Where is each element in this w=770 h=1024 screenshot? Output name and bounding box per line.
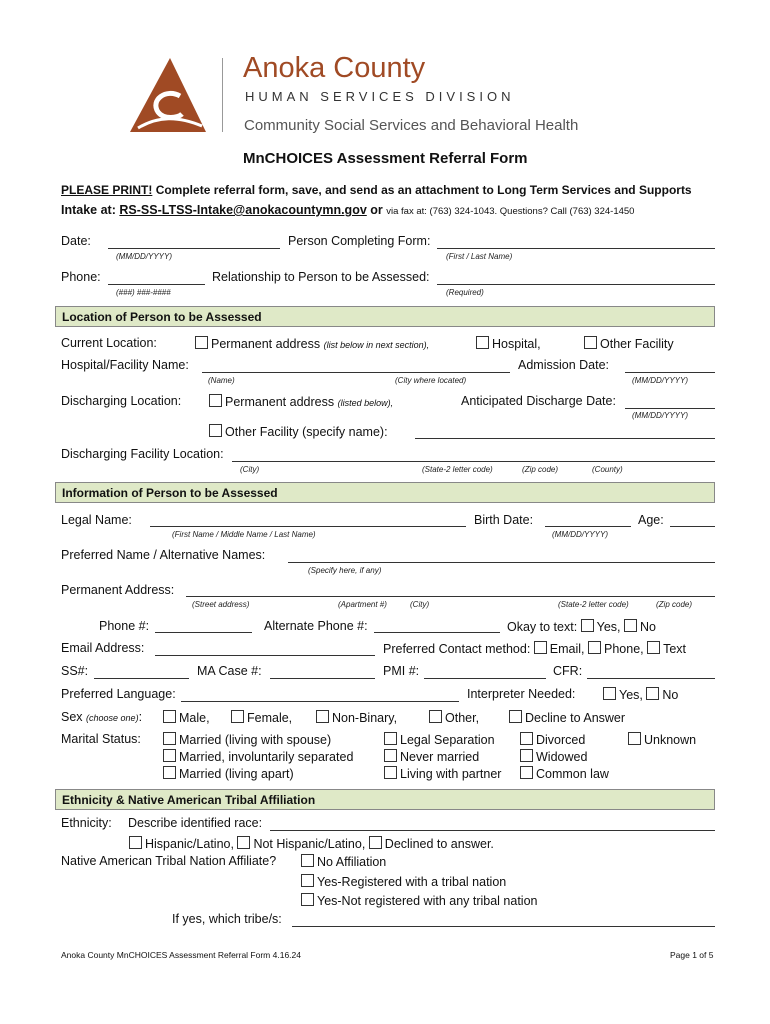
street-hint: (Street address) [192,600,250,609]
ethnicity-label: Ethnicity: [61,816,112,830]
checkbox-icon[interactable] [301,893,314,906]
race-field[interactable] [270,830,715,831]
marital-widowed[interactable]: Widowed [520,749,587,764]
marital-married-apart[interactable]: Married (living apart) [163,766,294,781]
location-heading: Location of Person to be Assessed [62,310,262,324]
sex-decline-option[interactable]: Decline to Answer [509,710,625,725]
ss-label: SS#: [61,664,89,678]
marital-divorced[interactable]: Divorced [520,732,585,747]
marital-married-separated[interactable]: Married, involuntarily separated [163,749,353,764]
interp-no-checkbox[interactable] [646,687,659,700]
sex-female-option[interactable]: Female, [231,710,292,725]
birth-date-label: Birth Date: [474,513,534,527]
marital-unknown[interactable]: Unknown [628,732,696,747]
checkbox-icon[interactable] [584,336,597,349]
apt-hint: (Apartment #) [338,600,387,609]
sex-male-option[interactable]: Male, [163,710,210,725]
marital-label: Marital Status: [61,732,141,746]
checkbox-icon[interactable] [163,766,176,779]
instructions-line [61,183,692,197]
checkbox-icon[interactable] [209,424,222,437]
address-field[interactable] [186,596,715,597]
tribe-label: If yes, which tribe/s: [172,912,282,926]
intake-label: Intake at: [61,203,116,217]
other-facility-field[interactable] [415,438,715,439]
sex-other-option[interactable]: Other, [429,710,479,725]
facility-name-hint: (Name) [208,376,235,385]
yes-registered-option[interactable]: Yes-Registered with a tribal nation [301,874,506,889]
discharge-permanent-option[interactable]: Permanent address (listed below), [209,394,393,409]
intake-fax: via fax at: (763) 324-1043. Questions? Call (763) 324-1450 [386,206,635,217]
checkbox-icon[interactable] [520,749,533,762]
checkbox-icon[interactable] [163,710,176,723]
facility-name-label: Hospital/Facility Name: [61,358,189,372]
interpreter-options: Yes, No [603,687,678,702]
current-location-label: Current Location: [61,336,157,350]
current-permanent-option[interactable]: Permanent address (list below in next section), [195,336,429,351]
disch-city-hint: (City) [240,465,260,474]
relationship-hint: (Required) [446,288,484,297]
current-other-option[interactable]: Other Facility [584,336,674,351]
text-label: Okay to text: [507,620,578,634]
preferred-name-field[interactable] [288,562,715,563]
checkbox-icon[interactable] [316,710,329,723]
date-field[interactable] [108,248,280,249]
checkbox-icon[interactable] [520,732,533,745]
admission-hint: (MM/DD/YYYY) [632,376,688,385]
checkbox-icon[interactable] [195,336,208,349]
not-hispanic-checkbox[interactable] [237,836,250,849]
contact-method: Preferred Contact method: Email, Phone, Text [383,642,687,656]
department-name: Community Social Services and Behavioral Health [244,117,579,134]
cfr-label: CFR: [553,664,583,678]
completing-label: Person Completing Form: [288,234,431,248]
birth-date-hint: (MM/DD/YYYY) [552,530,608,539]
checkbox-icon[interactable] [301,874,314,887]
anticipated-label: Anticipated Discharge Date: [461,394,616,408]
legal-name-hint: (First Name / Middle Name / Last Name) [172,530,316,539]
disch-county-hint: (County) [592,465,623,474]
county-logo [128,56,208,136]
checkbox-icon[interactable] [384,749,397,762]
intake-email-link[interactable]: RS-SS-LTSS-Intake@anokacountymn.gov [119,203,367,217]
completing-hint: (First / Last Name) [446,252,513,261]
marital-common-law[interactable]: Common law [520,766,609,781]
contact-phone-checkbox[interactable] [588,641,601,654]
footer-page-number: Page 1 of 5 [670,950,714,960]
language-field[interactable] [181,701,459,702]
checkbox-icon[interactable] [509,710,522,723]
contact-text-checkbox[interactable] [647,641,660,654]
tribe-field[interactable] [292,926,715,927]
pmi-label: PMI #: [383,664,420,678]
relationship-label: Relationship to Person to be Assessed: [212,270,430,284]
footer-form-id: Anoka County MnCHOICES Assessment Referral Form 4.16.24 [61,950,301,960]
org-name: Anoka County [243,52,426,84]
marital-living-partner[interactable]: Living with partner [384,766,501,781]
discharging-facility-field[interactable] [232,461,715,462]
facility-name-field[interactable] [202,372,510,373]
sex-nonbinary-option[interactable]: Non-Binary, [316,710,397,725]
current-hospital-option[interactable]: Hospital, [476,336,541,351]
checkbox-icon[interactable] [301,854,314,867]
text-no-checkbox[interactable] [624,619,637,632]
phone-number-label: Phone #: [99,619,150,633]
preferred-name-label: Preferred Name / Alternative Names: [61,548,266,562]
form-title: MnCHOICES Assessment Referral Form [243,150,528,167]
checkbox-icon[interactable] [163,732,176,745]
please-print: PLEASE PRINT! [61,183,153,197]
admission-label: Admission Date: [518,358,610,372]
phone-field[interactable] [108,284,205,285]
age-field[interactable] [670,526,715,527]
checkbox-icon[interactable] [231,710,244,723]
addr-zip-hint: (Zip code) [656,600,693,609]
discharging-label: Discharging Location: [61,394,182,408]
contact-label: Preferred Contact method: [383,642,531,656]
email-label: Email Address: [61,641,145,655]
checkbox-icon[interactable] [384,732,397,745]
anticipated-hint: (MM/DD/YYYY) [632,411,688,420]
division-name: HUMAN SERVICES DIVISION [245,89,515,104]
birth-date-field[interactable] [545,526,631,527]
ethnicity-options: Hispanic/Latino, Not Hispanic/Latino, Declined to answer. [129,836,494,851]
logo-divider [222,58,223,132]
phone-label: Phone: [61,270,101,284]
declined-checkbox[interactable] [369,836,382,849]
legal-name-field[interactable] [150,526,466,527]
hispanic-checkbox[interactable] [129,836,142,849]
checkbox-icon[interactable] [520,766,533,779]
no-affiliation-option[interactable]: No Affiliation [301,854,386,869]
intake-line [61,203,634,217]
email-field[interactable] [155,655,375,656]
cfr-field[interactable] [587,678,715,679]
marital-married-living[interactable]: Married (living with spouse) [163,732,331,747]
person-section-header [55,482,715,503]
pmi-field[interactable] [424,678,546,679]
interp-yes-checkbox[interactable] [603,687,616,700]
language-label: Preferred Language: [61,687,176,701]
admission-field[interactable] [625,372,715,373]
legal-name-label: Legal Name: [61,513,132,527]
age-label: Age: [638,513,664,527]
address-label: Permanent Address: [61,583,175,597]
ma-field[interactable] [270,678,375,679]
instructions: Complete referral form, save, and send as an attachment to Long Term Services and Supports [155,183,692,197]
intake-or: or [370,203,383,217]
location-section-header [55,306,715,327]
text-yes-checkbox[interactable] [581,619,594,632]
preferred-name-hint: (Specify here, if any) [308,566,382,575]
okay-to-text: Okay to text: Yes, No [507,620,656,634]
anticipated-field[interactable] [625,408,715,409]
interpreter-label: Interpreter Needed: [467,687,576,701]
phone-number-field[interactable] [155,632,252,633]
checkbox-icon[interactable] [476,336,489,349]
yes-not-registered-option[interactable]: Yes-Not registered with any tribal nation [301,893,538,908]
facility-city-hint: (City where located) [395,376,467,385]
checkbox-icon[interactable] [429,710,442,723]
relationship-field[interactable] [437,284,715,285]
describe-race-label: Describe identified race: [128,816,263,830]
checkbox-icon[interactable] [384,766,397,779]
marital-never-married[interactable]: Never married [384,749,479,764]
addr-city-hint: (City) [410,600,430,609]
sex-label: Sex (choose one): [61,710,143,724]
disch-state-hint: (State-2 letter code) [422,465,493,474]
ethnicity-section-header [55,789,715,810]
discharge-other-option[interactable]: Other Facility (specify name): [209,424,388,439]
ma-label: MA Case #: [197,664,262,678]
date-hint: (MM/DD/YYYY) [116,252,172,261]
disch-zip-hint: (Zip code) [522,465,559,474]
date-label: Date: [61,234,91,248]
triangle-logo-icon [128,56,208,136]
completing-field[interactable] [437,248,715,249]
phone-hint: (###) ###-#### [116,288,171,297]
ss-field[interactable] [94,678,189,679]
checkbox-icon[interactable] [163,749,176,762]
marital-legal-separation[interactable]: Legal Separation [384,732,495,747]
contact-email-checkbox[interactable] [534,641,547,654]
addr-state-hint: (State-2 letter code) [558,600,629,609]
checkbox-icon[interactable] [628,732,641,745]
discharging-facility-label: Discharging Facility Location: [61,447,224,461]
tribal-label: Native American Tribal Nation Affiliate? [61,854,277,868]
alt-phone-label: Alternate Phone #: [264,619,368,633]
ethnicity-heading: Ethnicity & Native American Tribal Affiliation [62,793,316,807]
checkbox-icon[interactable] [209,394,222,407]
person-heading: Information of Person to be Assessed [62,486,278,500]
alt-phone-field[interactable] [374,632,500,633]
